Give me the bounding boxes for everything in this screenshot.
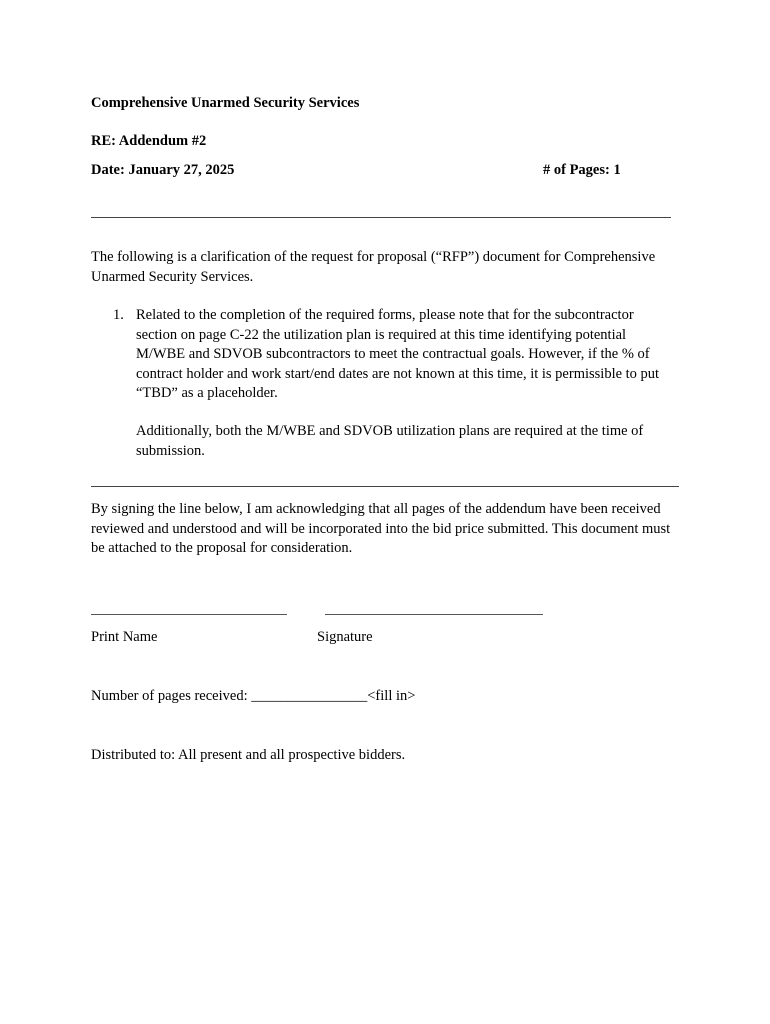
pages-received-hint: <fill in> <box>367 688 416 704</box>
list-item-text: Related to the completion of the required forms, please note that for the subcontractor section on page C-22 the utilization plan is required at this time identifying potential M/WBE and SDVOB subcontractors to meet the contractual goals. However, if the % of contract holder and work start/end dates are not known at this time, it is permissible to put “TBD” as a placeholder. <box>136 307 660 401</box>
acknowledgement-paragraph: By signing the line below, I am acknowledging that all pages of the addendum have been received reviewed and understood and will be incorporated into the bid price submitted. This document must be attached to the proposal for consideration. <box>91 501 671 556</box>
section-divider <box>91 486 679 487</box>
list-item-additional: Additionally, both the M/WBE and SDVOB utilization plans are required at the time of submission. <box>136 423 644 459</box>
document-title: Comprehensive Unarmed Security Services <box>91 95 360 111</box>
re-line: RE: Addendum #2 <box>91 133 207 149</box>
header-divider <box>91 217 671 218</box>
list-item-number: 1. <box>113 307 124 323</box>
signature-line[interactable] <box>325 614 543 615</box>
print-name-line[interactable] <box>91 614 287 615</box>
signature-label: Signature <box>317 629 373 645</box>
page-count: # of Pages: 1 <box>543 162 621 178</box>
pages-received-line <box>91 687 415 706</box>
distribution-line: Distributed to: All present and all prospective bidders. <box>91 747 406 763</box>
print-name-label: Print Name <box>91 629 158 645</box>
pages-received-blank[interactable]: ________________ <box>251 688 368 704</box>
pages-received-label: Number of pages received: <box>91 688 252 704</box>
date-line: Date: January 27, 2025 <box>91 162 235 178</box>
intro-paragraph: The following is a clarification of the request for proposal (“RFP”) document for Comprehensive Unarmed Security Services. <box>91 249 656 285</box>
